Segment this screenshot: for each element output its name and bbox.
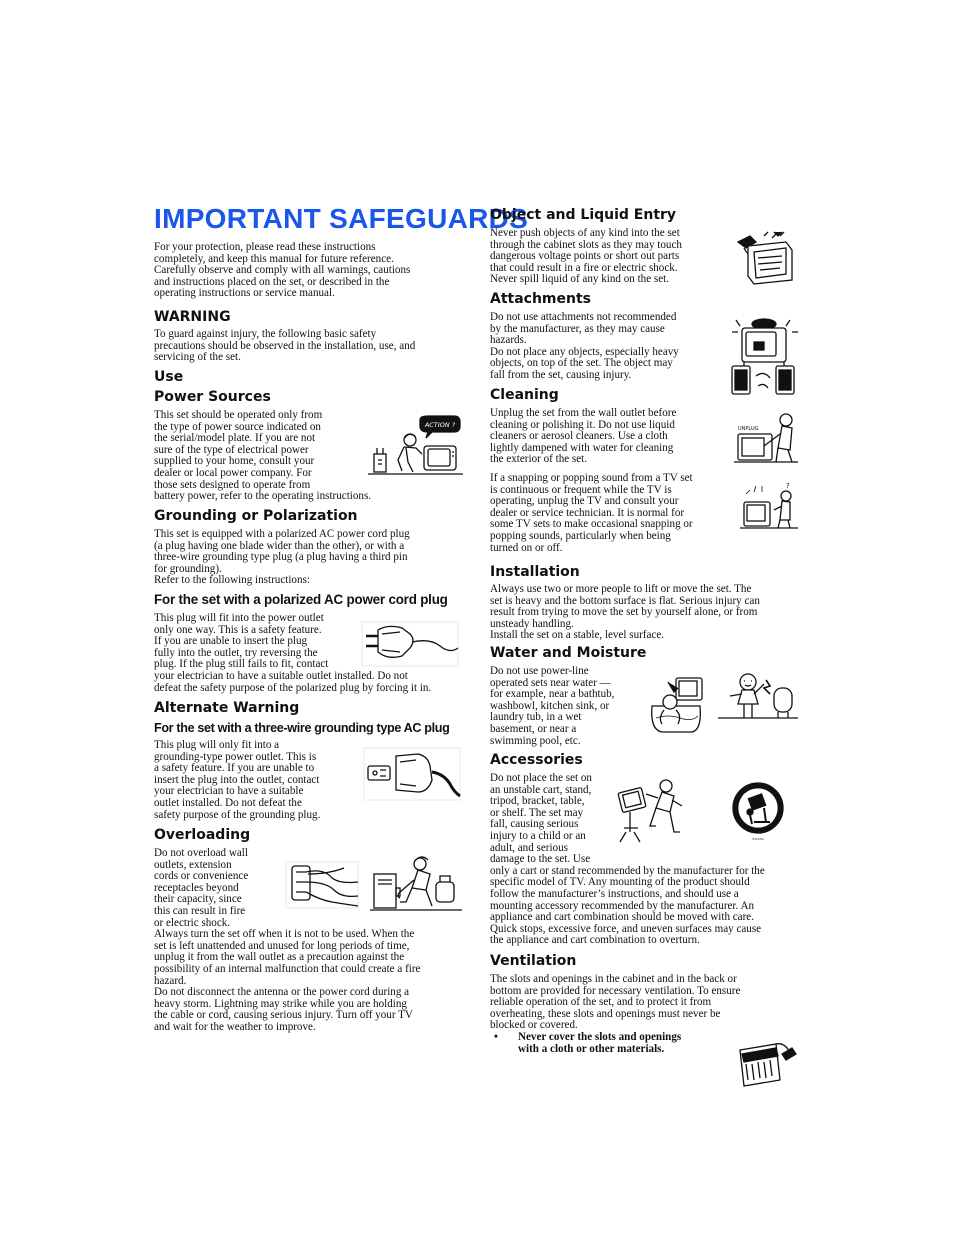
- warning-paragraph: To guard against injury, the following basic safety precautions should be observed in the installation, use, and servicing of the set.: [154, 328, 416, 364]
- grounding-plug-icon: [362, 746, 462, 802]
- grounding-paragraph: This set is equipped with a polarized AC power cord plug (a plug having one blade wider than the other), or with a three-wire grounding type plug (a plug having a third pin for grounding). Refer to the following instructions:: [154, 528, 410, 587]
- accessories-paragraph: Do not place the set on an unstable cart, stand, tripod, bracket, table, or shelf. The set may fall, causing serious injury to a child or an adult, and serious damage to the set. Use only a cart or stand recommended by the manufacturer for the specific model of TV. Any mounting of the product should follow the manufacturer’s instructions, and should use a mounting accessory recommended by the manufacturer. An appliance and cart combination should be moved with care. Quick stops, excessive force, and uneven surfaces may cause the appliance and cart combination to overturn.: [490, 772, 765, 947]
- accessories-heading: Accessories: [490, 752, 583, 768]
- overloading-person-illustration: [370, 854, 462, 912]
- cleaning-paragraph: Unplug the set from the wall outlet before cleaning or polishing it. Do not use liquid cleaners or aerosol cleaners. Use a cloth lightly dampened with water for cleaning the exterior of the set.: [490, 407, 677, 466]
- cart-tipover-warning-icon: [730, 778, 786, 842]
- polarized-plug-paragraph: This plug will fit into the power outlet only one way. This is a safety feature. If you are unable to insert the plug fully into the outlet, try reversing the plug. If the plug still fails to fit, contact your electrician to have a suitable outlet installed. Do not defeat the safety purpose of the polarized plug by forcing it in.: [154, 612, 432, 694]
- polarized-plug-icon: [360, 618, 460, 670]
- svg-text:?: ?: [786, 482, 790, 490]
- cleaning-tv-illustration: [734, 412, 798, 464]
- overloaded-outlet-illustration: [284, 860, 360, 910]
- popping-sound-tv-illustration: [740, 480, 798, 530]
- ventilation-paragraph: The slots and openings in the cabinet and in the back or bottom are provided for necessary ventilation. To ensure reliable operation of the set, and to protect it from overheating, these slots and openings must never be blocked or covered.: [490, 973, 741, 1032]
- cleaning-heading: Cleaning: [490, 387, 559, 403]
- alternate-warning-heading: Alternate Warning: [154, 700, 300, 716]
- water-moisture-heading: Water and Moisture: [490, 645, 647, 661]
- ventilation-bullet: Never cover the slots and openings with a cloth or other materials.: [518, 1031, 682, 1055]
- ventilation-bullet-marker: •: [494, 1031, 498, 1043]
- use-heading: Use: [154, 369, 184, 385]
- warning-heading: WARNING: [154, 309, 231, 325]
- action-bubble-text: ACTION ?: [424, 421, 456, 429]
- power-sources-paragraph: This set should be operated only from the type of power source indicated on the serial/model plate. If you are not sure of the type of electrical power supplied to your home, consult your dealer or local power company. For those sets designed to operate from battery power, refer to the operating instructions.: [154, 409, 372, 503]
- svg-text:S3125A: S3125A: [752, 837, 764, 841]
- page-title: IMPORTANT SAFEGUARDS: [154, 203, 529, 234]
- grounding-heading: Grounding or Polarization: [154, 508, 358, 524]
- installation-paragraph: Always use two or more people to lift or move the set. The set is heavy and the bottom surface is flat. Serious injury can result from trying to move the set by yourself alone, or from unsteady handling. Install the set on a stable, level surface.: [490, 583, 760, 642]
- unstable-stand-illustration: [616, 776, 692, 846]
- heavy-objects-on-tv-illustration: [728, 316, 800, 398]
- three-wire-plug-heading: For the set with a three-wire grounding type AC plug: [154, 721, 450, 735]
- overloading-paragraph: Do not overload wall outlets, extension cords or convenience receptacles beyond their capacity, since this can result in fire or electric shock. Always turn the set off when it is not to be used. When the set is left unattended and unused for long periods of time, unplug it from the wall outlet as a precaution against the possibility of an internal malfunction that could create a fire hazard. Do not disconnect the antenna or the power cord during a heavy storm. Lightning may strike while you are holding the cable or cord, causing serious injury. Turn off your TV and wait for the weather to improve.: [154, 847, 421, 1033]
- alternate-warning-paragraph: This plug will only fit into a grounding-type power outlet. This is a safety feature. If you are unable to insert the plug into the outlet, contact your electrician to have a suitable outlet installed. Do not defeat the safety purpose of the grounding plug.: [154, 739, 321, 821]
- power-source-person-illustration: [368, 416, 463, 478]
- installation-heading: Installation: [490, 564, 580, 580]
- popping-sound-paragraph: If a snapping or popping sound from a TV set is continuous or frequent while the TV is operating, unplug the TV and consult your dealer or service technician. It is normal for some TV sets to make occasional snapping or popping sounds, particularly when being turned on or off.: [490, 472, 693, 554]
- intro-paragraph: For your protection, please read these instructions completely, and keep this manual for future reference. Carefully observe and comply with all warnings, cautions and instructions placed on the set, or described in the operating instructions or service manual.: [154, 241, 411, 300]
- overloading-heading: Overloading: [154, 827, 251, 843]
- ventilation-heading: Ventilation: [490, 953, 577, 969]
- tv-near-bathtub-illustration: [648, 674, 706, 736]
- water-moisture-paragraph: Do not use power-line operated sets near water — for example, near a bathtub, washbowl, kitchen sink, or laundry tub, in a wet basement, or near a swimming pool, etc.: [490, 665, 615, 747]
- power-sources-heading: Power Sources: [154, 389, 271, 405]
- object-liquid-heading: Object and Liquid Entry: [490, 207, 677, 223]
- polarized-plug-heading: For the set with a polarized AC power cord plug: [154, 592, 448, 607]
- object-liquid-paragraph: Never push objects of any kind into the set through the cabinet slots as they may touch dangerous voltage points or short out parts that could result in a fire or electric shock. Never spill liquid of any kind on the set.: [490, 227, 682, 286]
- liquid-spill-tv-illustration: [734, 230, 798, 288]
- child-near-pool-illustration: [718, 672, 798, 722]
- unplug-label: UNPLUG: [738, 426, 759, 432]
- covered-tv-vents-illustration: [736, 1040, 798, 1090]
- attachments-paragraph: Do not use attachments not recommended by the manufacturer, as they may cause hazards. Do not place any objects, especially heavy objects, on top of the set. The object may fall from the set, causing injury.: [490, 311, 679, 381]
- attachments-heading: Attachments: [490, 291, 592, 307]
